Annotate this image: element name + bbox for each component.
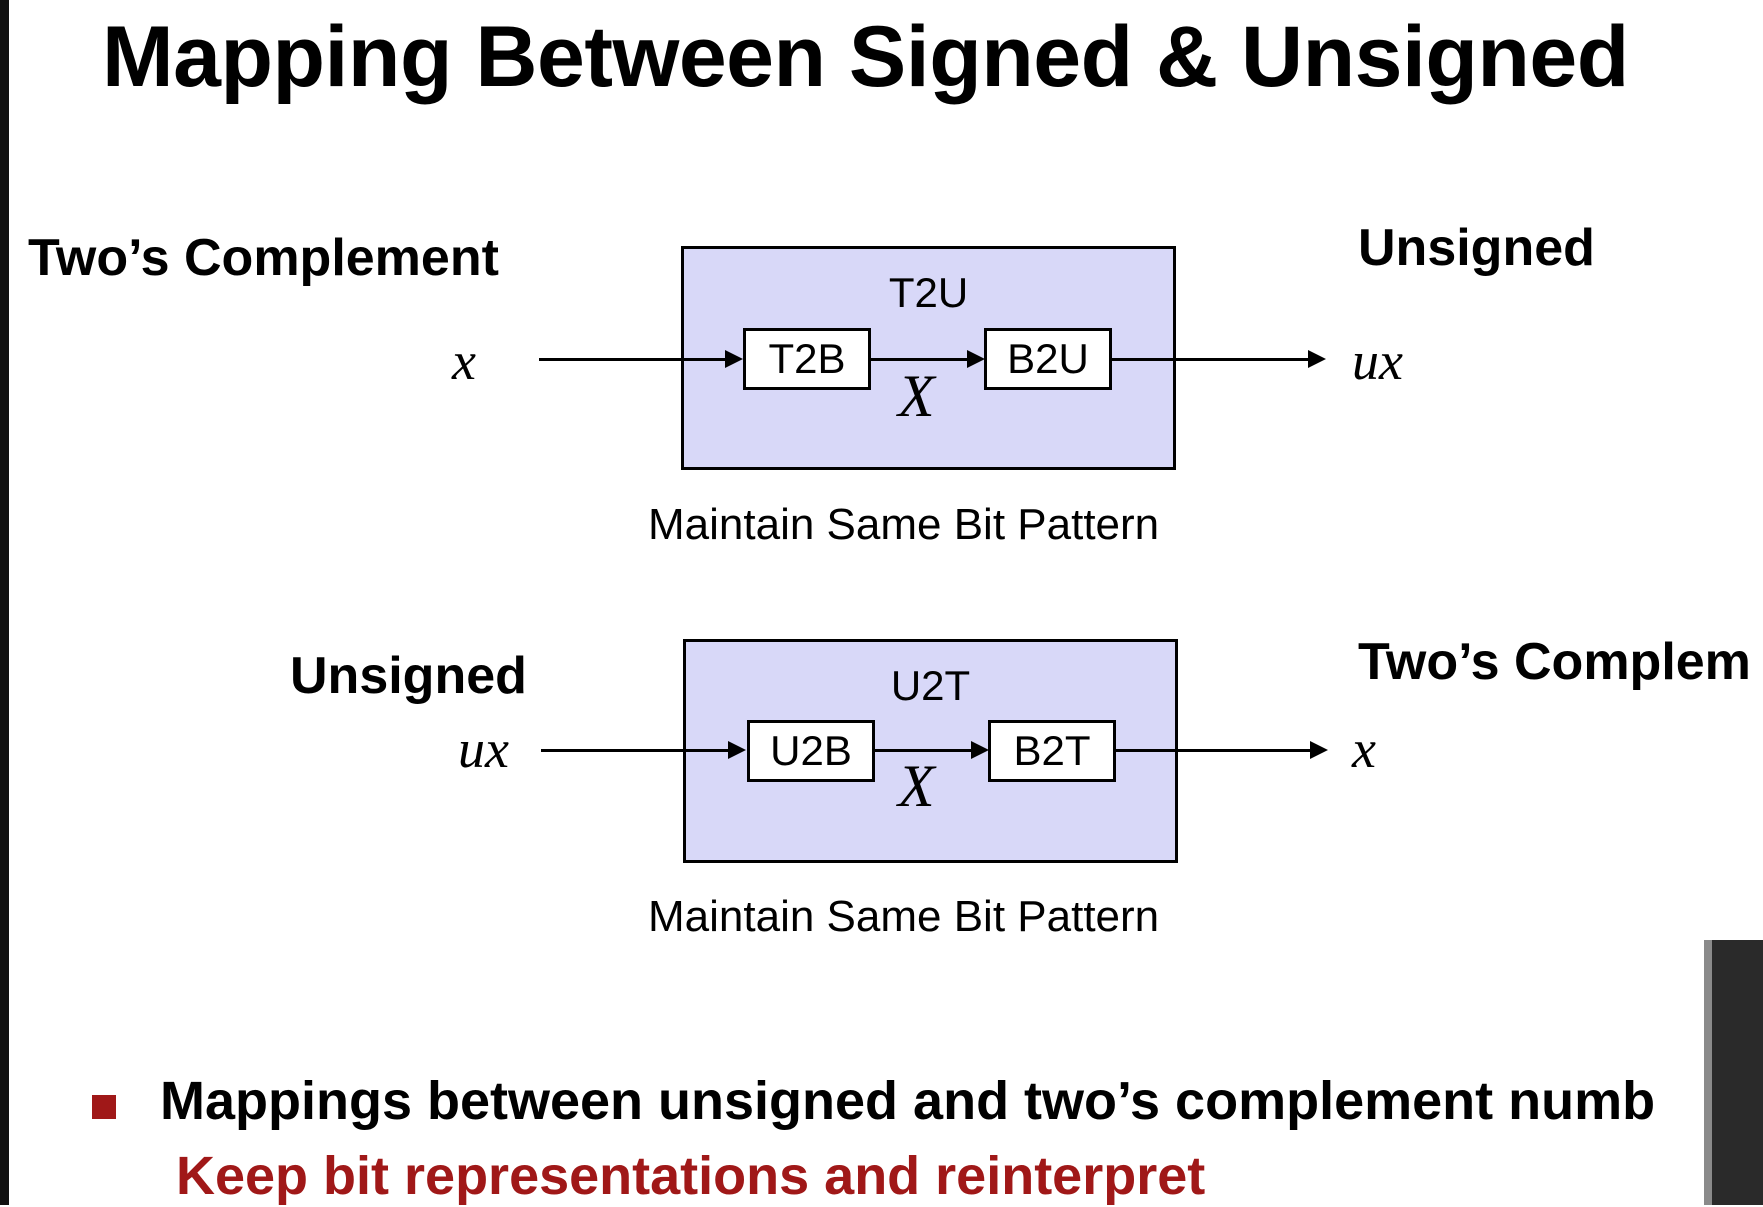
overlay-dark-panel	[1712, 940, 1763, 1205]
u2t-left-label: Unsigned	[290, 647, 527, 705]
t2u-panel-title: T2U	[888, 269, 969, 316]
u2t-input-arrowhead	[728, 741, 746, 759]
u2t-output-arrowhead	[1310, 741, 1328, 759]
u2t-output-arrow	[1116, 749, 1310, 752]
u2t-input-arrow	[541, 749, 728, 752]
left-edge-bar	[0, 0, 9, 1205]
u2t-middle-arrowhead	[971, 741, 989, 759]
t2u-output-arrow	[1112, 358, 1308, 361]
bullet-subtext: Keep bit representations and reinterpret	[176, 1146, 1206, 1206]
u2t-first-block: U2B	[747, 720, 875, 782]
u2t-input-var: ux	[458, 719, 509, 779]
u2t-middle-var: X	[898, 753, 935, 819]
t2u-input-var: x	[452, 331, 476, 391]
t2u-right-label: Unsigned	[1358, 219, 1595, 277]
t2u-middle-var: X	[898, 363, 935, 429]
t2u-caption: Maintain Same Bit Pattern	[648, 500, 1160, 549]
t2u-first-block: T2B	[743, 328, 871, 390]
u2t-output-var: x	[1352, 719, 1376, 779]
u2t-right-label: Two’s Complem	[1358, 633, 1751, 691]
t2u-input-arrow	[539, 358, 725, 361]
t2u-output-arrowhead	[1308, 350, 1326, 368]
t2u-middle-arrow	[871, 358, 967, 361]
slide-title: Mapping Between Signed & Unsigned	[102, 9, 1629, 105]
overlay-edge	[1704, 940, 1712, 1205]
t2u-middle-arrowhead	[967, 350, 985, 368]
bullet-text: Mappings between unsigned and two’s complement numb	[160, 1071, 1656, 1131]
u2t-second-block: B2T	[988, 720, 1116, 782]
bullet-square-icon	[92, 1095, 116, 1119]
t2u-second-block: B2U	[984, 328, 1112, 390]
t2u-input-arrowhead	[725, 350, 743, 368]
u2t-panel-title: U2T	[890, 662, 971, 709]
t2u-left-label: Two’s Complement	[28, 229, 499, 287]
t2u-output-var: ux	[1352, 331, 1403, 391]
u2t-caption: Maintain Same Bit Pattern	[648, 892, 1160, 941]
